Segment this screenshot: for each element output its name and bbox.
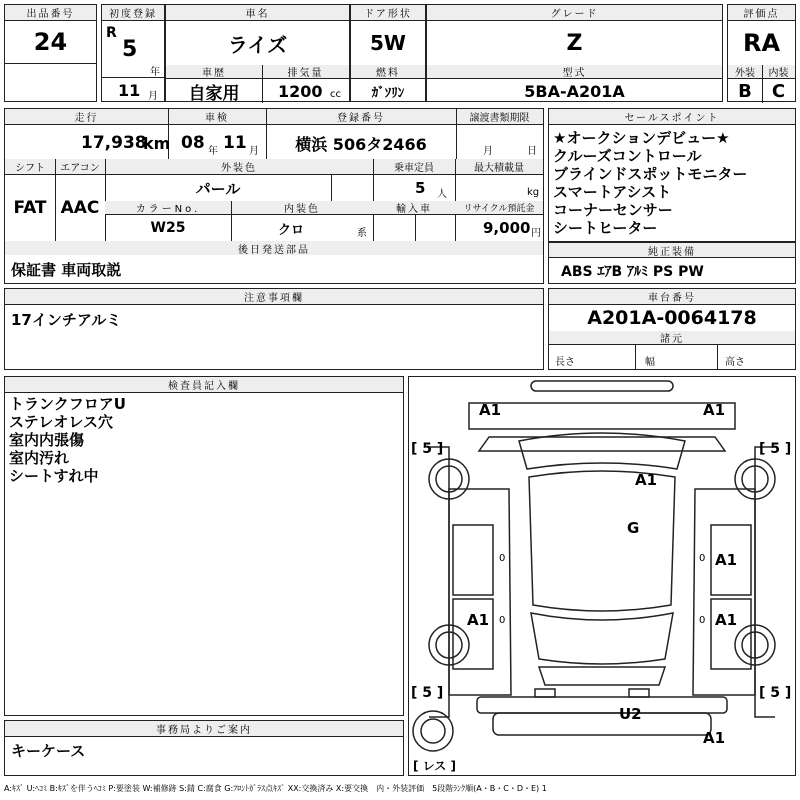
equipment: ABS ｴｱB ｱﾙﾐ PS PW: [561, 264, 704, 280]
reg-month: 11: [118, 81, 141, 100]
grade-box: [426, 4, 723, 102]
car-diagram: [408, 376, 796, 776]
recycle-label: リサイクル預託金: [455, 201, 543, 215]
sales-point: シートヒーター: [553, 219, 658, 237]
chassis-label: 車台番号: [549, 289, 795, 305]
load-label: 最大積載量: [455, 159, 543, 175]
grade: Z: [566, 30, 583, 56]
zero-mark: 0: [699, 615, 706, 626]
interior-label: 内装色: [231, 201, 373, 215]
sales-point: コーナーセンサー: [553, 201, 673, 219]
office-text: キーケース: [11, 741, 86, 760]
damage-mark: A1: [467, 611, 490, 629]
door: 5W: [370, 31, 406, 55]
ext-score: B: [738, 80, 752, 102]
transfer-month: 月: [483, 145, 493, 157]
lot-number: 24: [33, 28, 68, 56]
office-label: 事務局よりご案内: [5, 721, 403, 737]
sales-point: スマートアシスト: [553, 183, 672, 201]
int-score: C: [771, 80, 786, 102]
history-label: 車歴: [166, 65, 262, 79]
zero-mark: 0: [499, 615, 506, 626]
history: 自家用: [188, 83, 240, 104]
month-unit: 月: [148, 91, 158, 102]
interior: クロ: [277, 222, 304, 238]
first-reg-box: [101, 4, 165, 102]
capacity-label: 乗車定員: [373, 159, 455, 175]
tread-depth: [ 5 ]: [759, 685, 792, 701]
color-label: 外装色: [105, 159, 373, 175]
sales-point: ★オークションデビュー★: [553, 129, 730, 147]
insp-month: 11: [223, 133, 247, 153]
equipment-box: [548, 242, 796, 284]
int-label: 内装: [762, 65, 795, 79]
tread-depth: [ 5 ]: [411, 441, 444, 457]
insp-year-unit: 年: [208, 145, 218, 157]
damage-mark: A1: [635, 471, 658, 489]
shift: FAT: [13, 198, 47, 218]
plate: 横浜 506タ2466: [295, 134, 427, 154]
inspector-item: ステレオレス穴: [9, 413, 113, 431]
displacement: 1200: [278, 81, 323, 101]
damage-mark: G: [627, 519, 640, 537]
sales-points-list: [553, 129, 747, 237]
plate-label: 登録番号: [266, 109, 456, 125]
recycle: 9,000: [483, 219, 531, 237]
damage-mark: A1: [715, 551, 738, 569]
damage-mark: A1: [479, 401, 502, 419]
load-unit: kg: [527, 186, 540, 198]
notes-label: 注意事項欄: [5, 289, 543, 305]
color-no-label: カラーNo.: [105, 201, 231, 215]
zero-mark: 0: [499, 553, 506, 564]
inspector-item: トランクフロアU: [9, 395, 126, 413]
lot-box: [4, 4, 97, 102]
equipment-label: 純正装備: [549, 242, 795, 258]
transfer-label: 譲渡書類期限: [456, 109, 543, 125]
inspector-box: [4, 376, 404, 716]
office-box: [4, 720, 404, 776]
inspector-label: 検査員記入欄: [5, 377, 403, 393]
displacement-unit: cc: [330, 89, 341, 100]
notes: 17インチアルミ: [11, 310, 122, 329]
color: パール: [195, 179, 241, 198]
capacity-unit: 人: [437, 188, 447, 200]
car-name-box: [165, 4, 350, 102]
inspector-item: シートすれ中: [9, 467, 99, 485]
spare-tyre-label: [ レス ]: [413, 759, 456, 773]
shift-label: シフト: [5, 159, 55, 175]
mileage-unit: km: [143, 133, 171, 153]
inspector-list: [9, 395, 126, 485]
score: RA: [742, 29, 781, 57]
capacity: 5: [415, 179, 426, 197]
ext-label: 外装: [728, 65, 762, 79]
inspector-item: 室内汚れ: [9, 449, 70, 467]
score-label: 評価点: [728, 5, 795, 21]
door-box: [350, 4, 426, 102]
sales-points-box: [548, 108, 796, 242]
insp-year: 08: [181, 133, 205, 153]
info-block: [4, 108, 544, 254]
length-label: 長さ: [555, 357, 575, 368]
sales-point: ブラインドスポットモニター: [553, 165, 748, 183]
model: 5BA-A201A: [524, 81, 625, 101]
insp-month-unit: 月: [249, 145, 259, 157]
lot-label: 出品番号: [5, 5, 96, 21]
later-parts-box: [4, 254, 544, 284]
car-name: ライズ: [227, 32, 288, 57]
later-parts-label: 後日発送部品: [5, 241, 543, 255]
color-no: W25: [150, 220, 186, 236]
door-label: ドア形状: [351, 5, 425, 21]
height-label: 高さ: [725, 357, 745, 368]
recycle-unit: 円: [531, 227, 541, 239]
dims-label: 諸元: [549, 331, 795, 345]
fuel: ｶﾞｿﾘﾝ: [371, 85, 405, 101]
width-label: 幅: [645, 357, 655, 368]
car-outline-svg: [409, 377, 795, 775]
chassis-box: [548, 288, 796, 370]
mileage: 17,938: [81, 133, 147, 153]
later-parts: 保証書 車両取説: [11, 260, 122, 279]
damage-mark: A1: [703, 401, 726, 419]
reg-year: 5: [122, 37, 138, 62]
fuel-label: 燃料: [351, 65, 425, 79]
model-label: 型式: [427, 65, 722, 79]
import-label: 輸入車: [373, 201, 455, 215]
chassis-number: A201A-0064178: [587, 307, 757, 329]
mileage-label: 走行: [5, 109, 168, 125]
sales-points-label: セールスポイント: [549, 109, 795, 125]
era: R: [106, 25, 117, 41]
tread-depth: [ 5 ]: [411, 685, 444, 701]
zero-mark: 0: [699, 553, 706, 564]
year-unit: 年: [150, 67, 160, 78]
notes-box: [4, 288, 544, 370]
car-name-label: 車名: [166, 5, 349, 21]
sales-point: クルーズコントロール: [553, 147, 702, 165]
damage-mark: A1: [703, 729, 726, 747]
legend: A:ｷｽﾞ U:ﾍｺﾐ B:ｷｽﾞを伴うﾍｺﾐ P:要塗装 W:補修跡 S:錆 C:腐食 G:ﾌﾛﾝﾄｶﾞﾗｽ点ｷｽﾞ XX:交換済み X:要交換 内・外装評価 5段階ﾗﾝｸ順(A・B・C・D・E) 1: [4, 783, 547, 793]
damage-mark: U2: [619, 705, 642, 723]
score-box: [727, 4, 796, 102]
ac-label: エアコン: [55, 159, 105, 175]
transfer-day: 日: [527, 145, 537, 157]
ac: AAC: [60, 198, 100, 218]
first-reg-label: 初度登録: [102, 5, 164, 21]
inspector-item: 室内内張傷: [9, 431, 85, 449]
damage-mark: A1: [715, 611, 738, 629]
inspection-label: 車検: [168, 109, 266, 125]
grade-label: グレード: [427, 5, 722, 21]
displacement-label: 排気量: [262, 65, 349, 79]
interior-unit: 系: [357, 227, 367, 239]
tread-depth: [ 5 ]: [759, 441, 792, 457]
